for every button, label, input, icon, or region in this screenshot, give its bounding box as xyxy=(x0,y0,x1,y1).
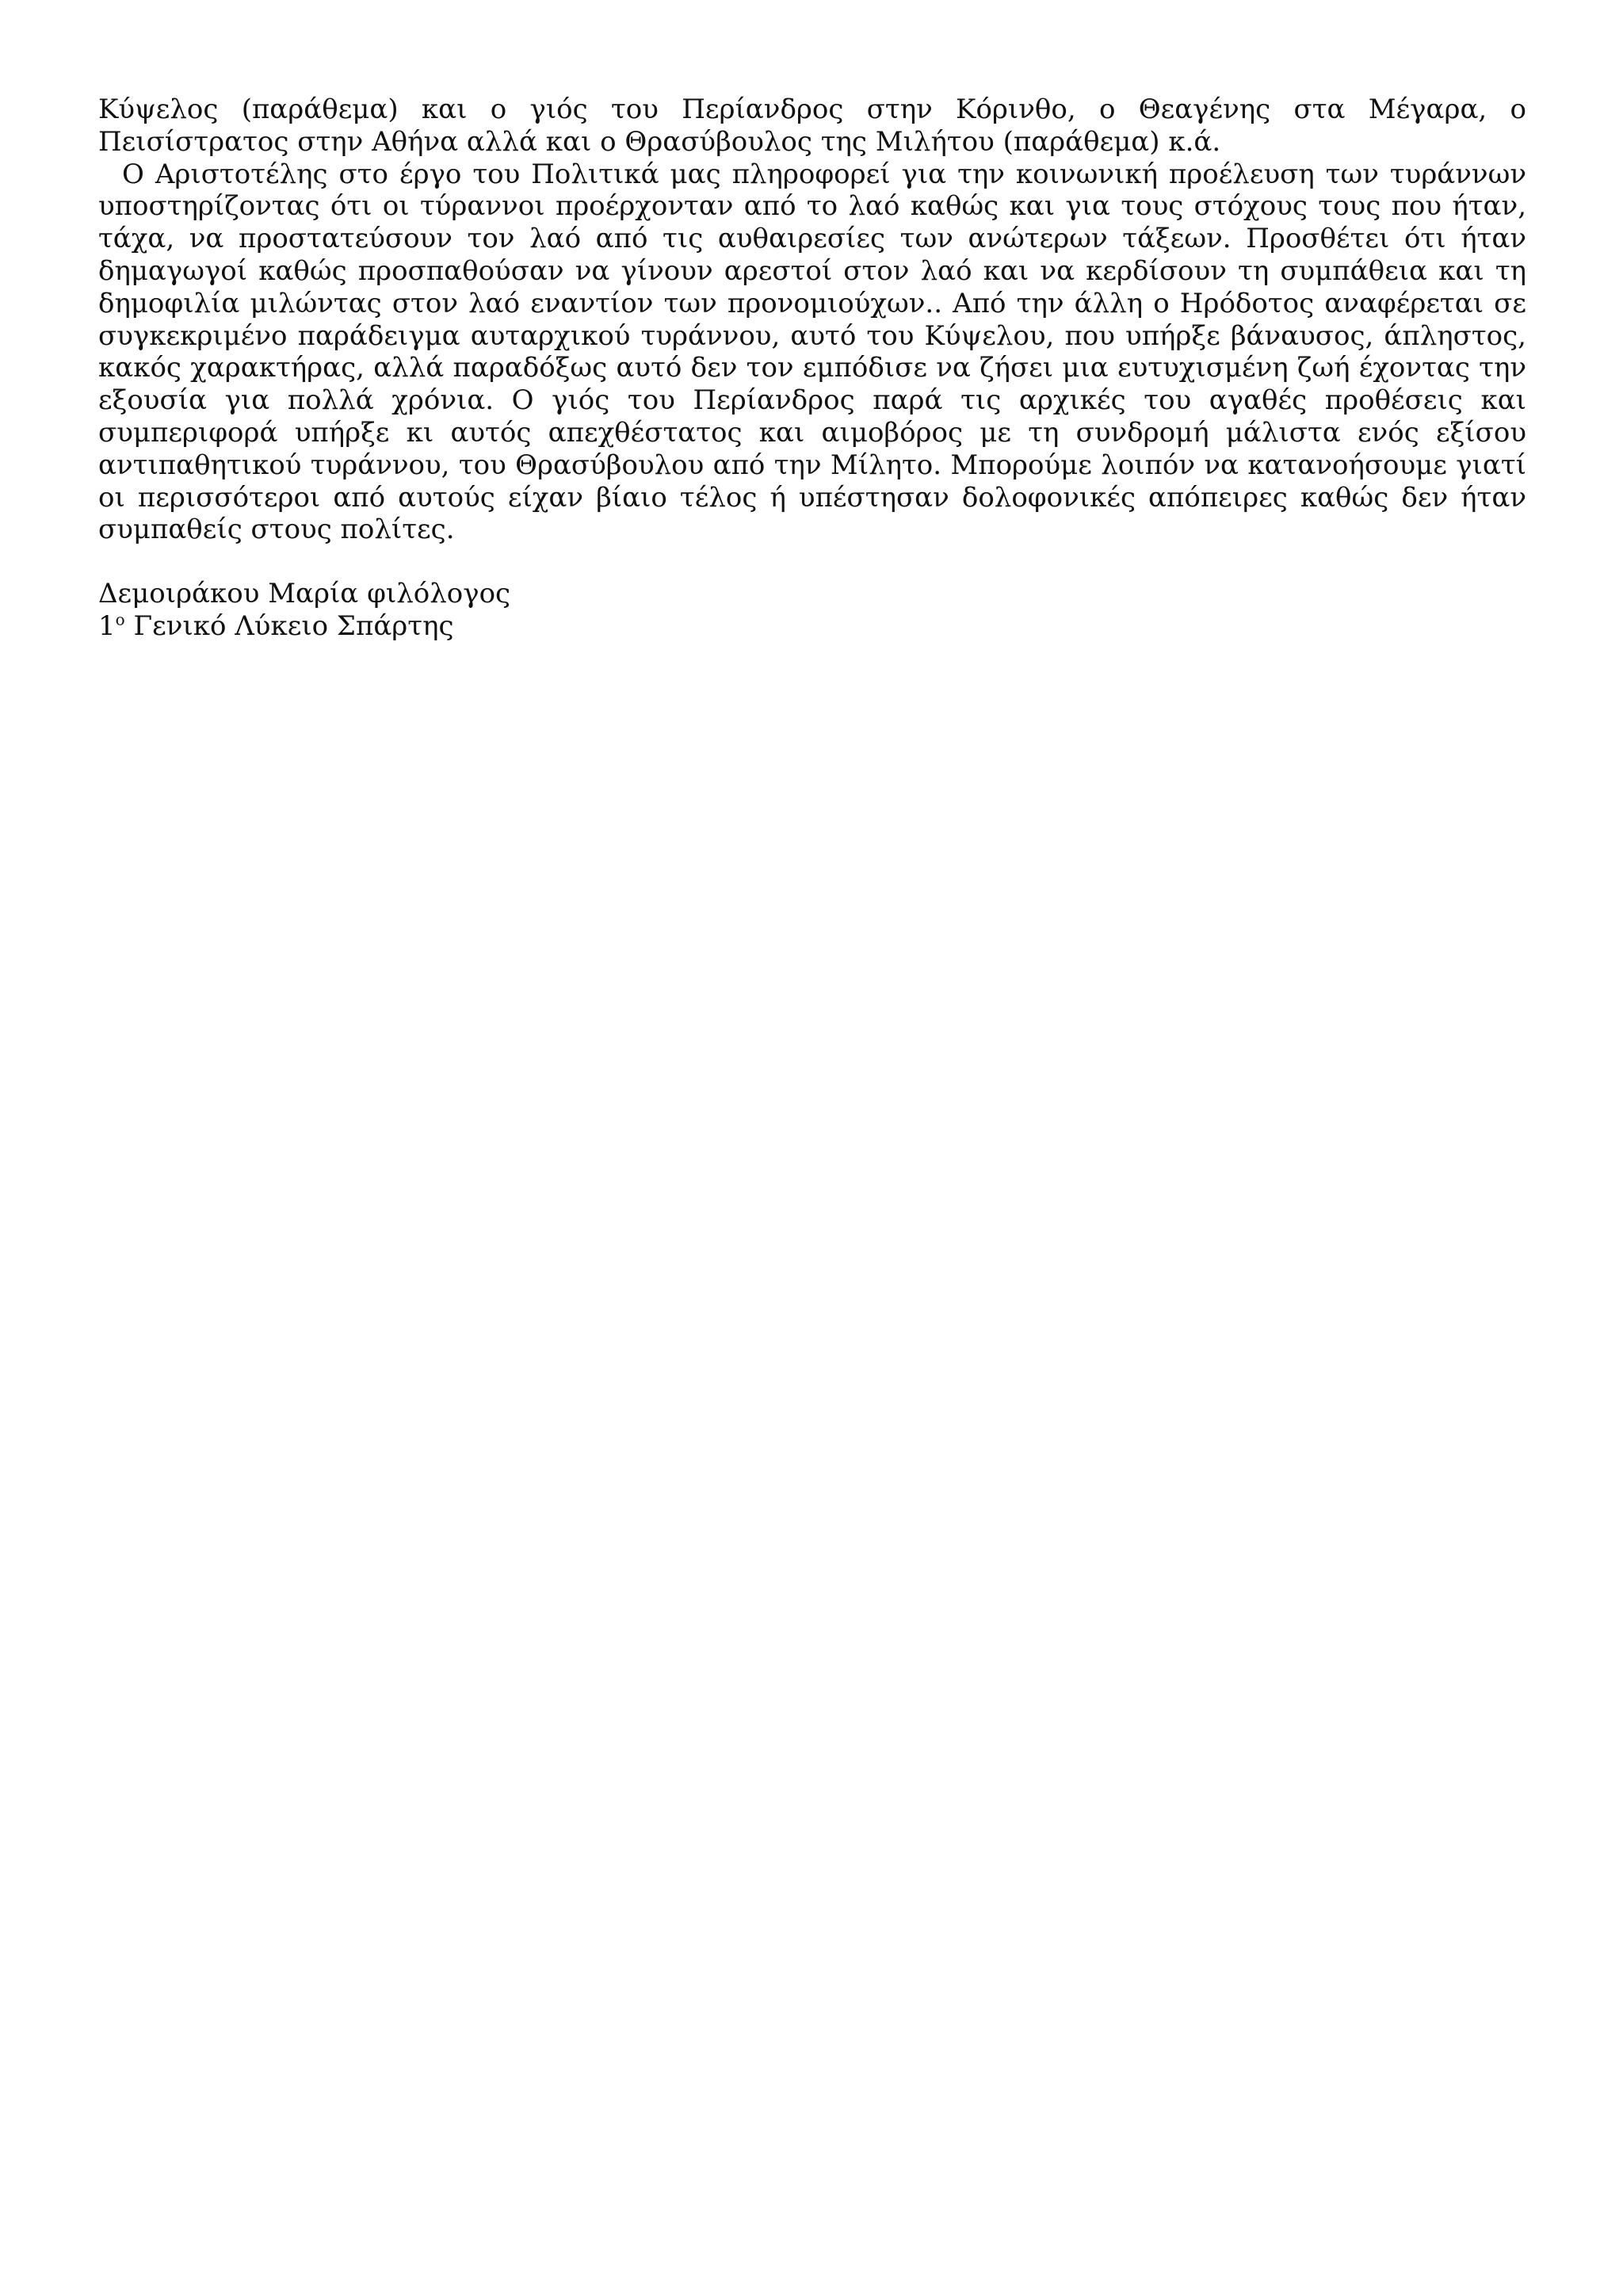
school-line xyxy=(98,610,1526,643)
author-name: Δεμοιράκου Μαρία φιλόλογος xyxy=(98,578,511,610)
document-page xyxy=(98,94,1526,643)
signature-block xyxy=(98,578,1526,643)
paragraph-continuation: Κύψελος (παράθεμα) και ο γιός του Περίανδρος στην Κόρινθο, ο Θεαγένης στα Μέγαρα, ο Πεισίστρατος στην Αθήνα αλλά και ο Θρασύβουλος της Μιλήτου (παράθεμα) κ.ά. xyxy=(98,94,1526,158)
school-number: 1 xyxy=(98,609,116,642)
paragraph-aristotle-herodotus: Ο Αριστοτέλης στο έργο του Πολιτικά μας πληροφορεί για την κοινωνική προέλευση των τυράννων υποστηρίζοντας ότι οι τύραννοι προέρχονταν από το λαό καθώς και για τους στόχους τους που ήταν, τάχα, να προστατεύσουν τον λαό από τις αυθαιρεσίες των ανώτερων τάξεων. Προσθέτει ότι ήταν δημαγωγοί καθώς προσπαθούσαν να γίνουν αρεστοί στον λαό και να κερδίσουν τη συμπάθεια και τη δημοφιλία μιλώντας στον λαό εναντίον των προνομιούχων.. Από την άλλη ο Ηρόδοτος αναφέρεται σε συγκεκριμένο παράδειγμα αυταρχικού τυράννου, αυτό του Κύψελου, που υπήρξε βάναυσος, άπληστος, κακός χαρακτήρας, αλλά παραδόξως αυτό δεν τον εμπόδισε να ζήσει μια ευτυχισμένη ζωή έχοντας την εξουσία για πολλά χρόνια. Ο γιός του Περίανδρος παρά τις αρχικές του αγαθές προθέσεις και συμπεριφορά υπήρξε κι αυτός απεχθέστατος και αιμοβόρος με τη συνδρομή μάλιστα ενός εξίσου αντιπαθητικού τυράννου, του Θρασύβουλου από την Μίλητο. Μπορούμε λοιπόν να κατανοήσουμε γιατί οι περισσότεροι από αυτούς είχαν βίαιο τέλος ή υπέστησαν δολοφονικές απόπειρες καθώς δεν ήταν συμπαθείς στους πολίτες. xyxy=(98,158,1526,546)
school-name: Γενικό Λύκειο Σπάρτης xyxy=(133,609,454,642)
school-ordinal-superscript: ο xyxy=(115,609,125,629)
